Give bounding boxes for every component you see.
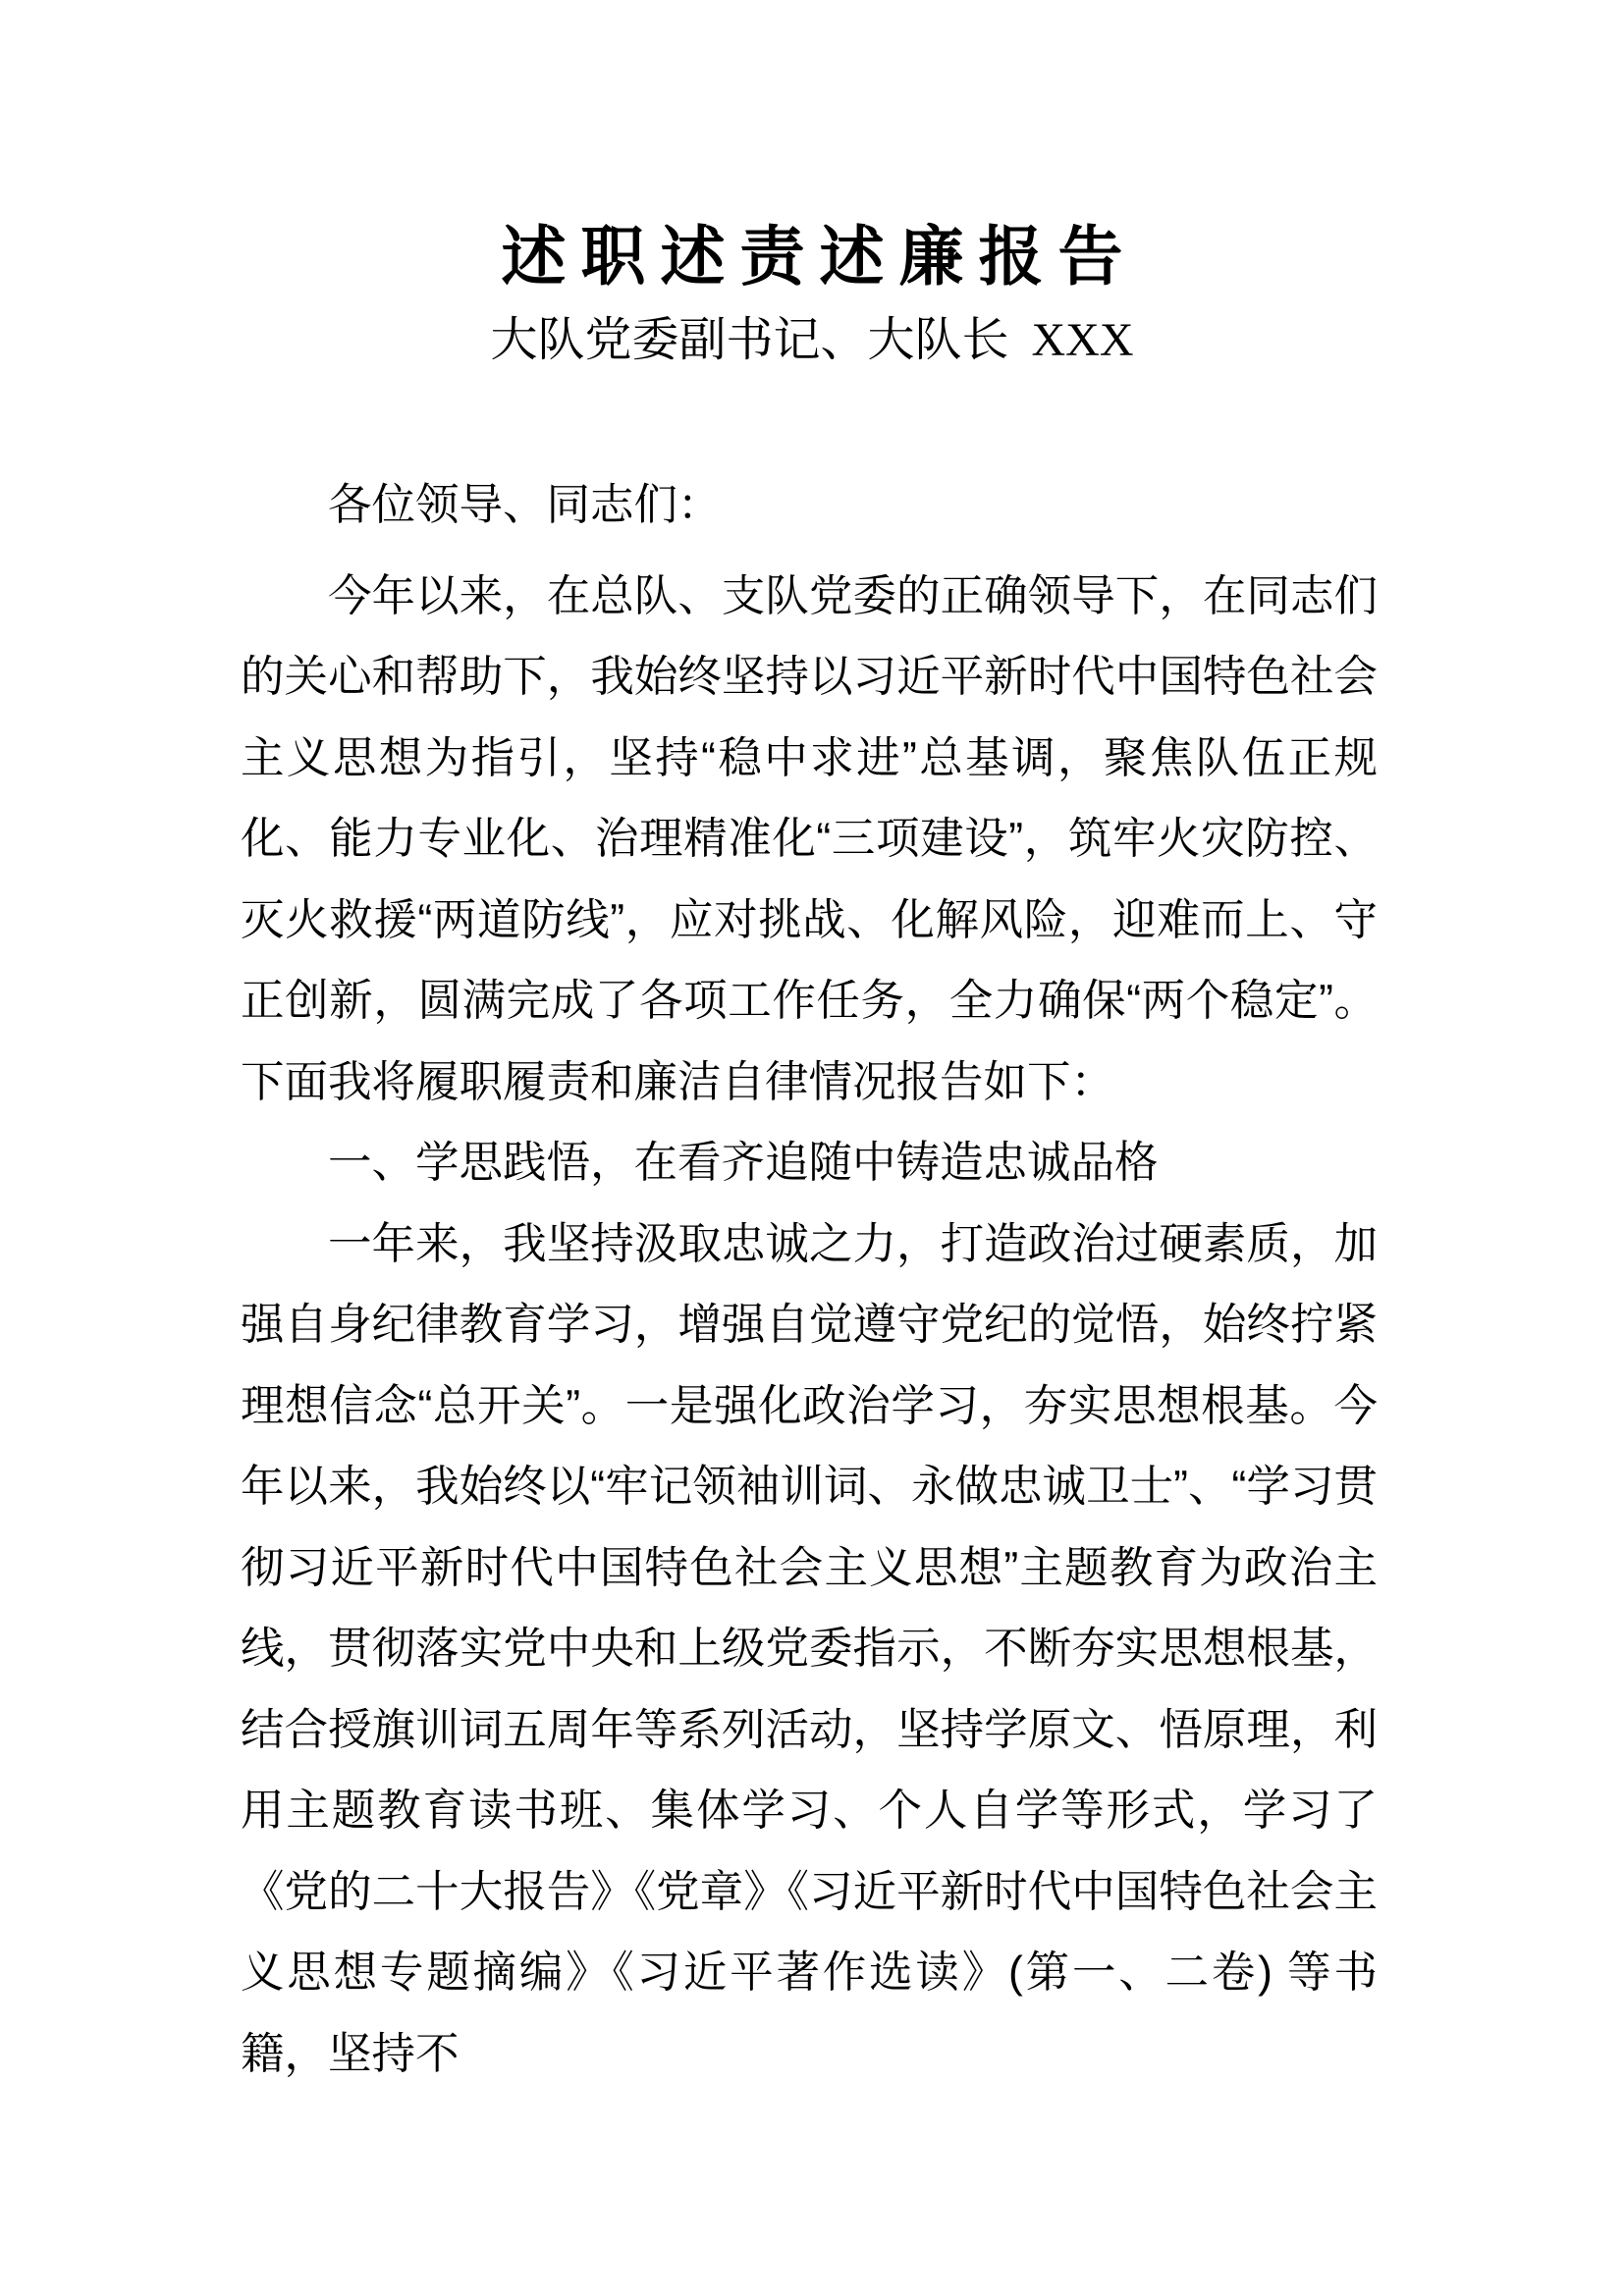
report-body xyxy=(241,465,1378,2095)
section-heading-1: 一、学思践悟，在看齐追随中铸造忠诚品格 xyxy=(328,1139,1159,1187)
paragraph-intro: 今年以来，在总队、支队党委的正确领导下，在同志们的关心和帮助下，我始终坚持以习近平新时代中国特色社会主义思想为指引，坚持“稳中求进”总基调，聚焦队伍正规化、能力专业化、治理精准化“三项建设”，筑牢火灾防控、灭火救援“两道防线”，应对挑战、化解风险，迎难而上、守正创新，圆满完成了各项工作任务，全力确保“两个稳定”。下面我将履职履责和廉洁自律情况报告如下： xyxy=(241,571,1378,1106)
report-title: 述职述责述廉报告 xyxy=(501,220,1138,293)
salutation: 各位领导、同志们： xyxy=(328,481,722,529)
paragraph-section-1-body: 一年来，我坚持汲取忠诚之力，打造政治过硬素质，加强自身纪律教育学习，增强自觉遵守党纪的觉悟，始终拧紧理想信念“总开关”。一是强化政治学习，夯实思想根基。今年以来，我始终以“牢记领袖训词、永做忠诚卫士”、“学习贯彻习近平新时代中国特色社会主义思想”主题教育为政治主线，贯彻落实党中央和上级党委指示，不断夯实思想根基，结合授旗训词五周年等系列活动，坚持学原文、悟原理，利用主题教育读书班、集体学习、个人自学等形式，学习了《党的二十大报告》《党章》《习近平新时代中国特色社会主义思想专题摘编》《习近平著作选读》(第一、二卷) 等书籍，坚持不 xyxy=(241,1219,1378,2078)
report-subtitle xyxy=(0,312,1624,369)
subtitle-role: 大队党委副书记、大队长 xyxy=(490,314,1009,366)
subtitle-name-placeholder: XXX xyxy=(1031,314,1134,366)
